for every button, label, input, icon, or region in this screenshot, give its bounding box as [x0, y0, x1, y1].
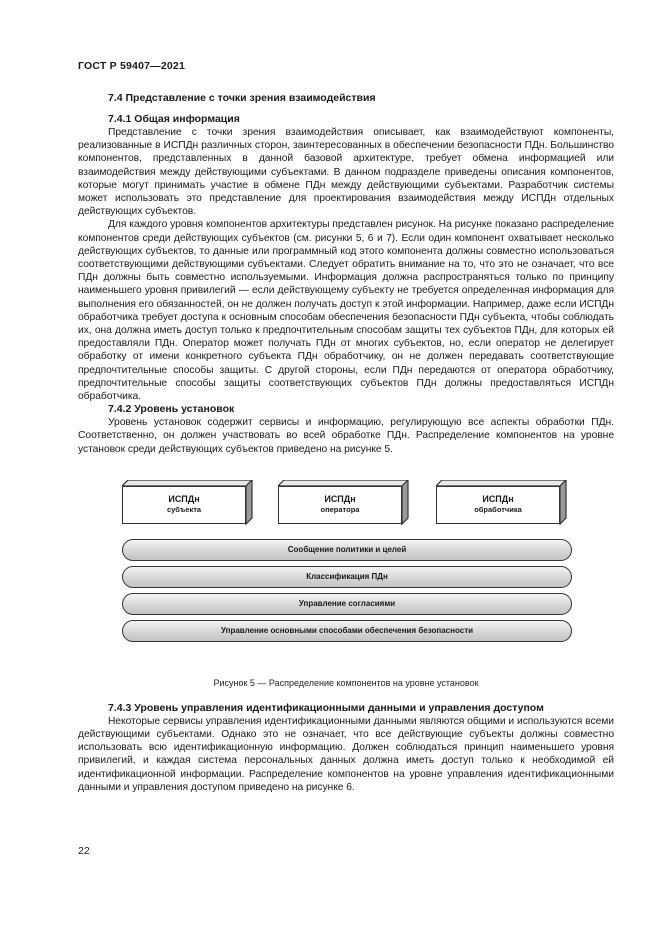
page-content — [78, 92, 614, 794]
block-body — [436, 486, 560, 524]
subsection-title-7-4-3: 7.4.3 Уровень управления идентификационными данными и управления доступом — [108, 701, 544, 714]
block-title: ИСПДн — [168, 494, 200, 505]
section-title: 7.4 Представление с точки зрения взаимодействия — [108, 92, 376, 104]
block-operator — [278, 480, 414, 526]
block-subject — [122, 480, 258, 526]
bar-policy-communication: Сообщение политики и целей — [122, 539, 572, 561]
bar-security-management: Управление основными способами обеспечения безопасности — [122, 620, 572, 642]
subsection-title-7-4-2: 7.4.2 Уровень установок — [108, 403, 235, 416]
block-subtitle: оператора — [320, 505, 360, 515]
block-title: ИСПДн — [482, 494, 514, 505]
document-header: ГОСТ Р 59407—2021 — [78, 60, 186, 72]
block-title: ИСПДн — [324, 494, 356, 505]
bar-pd-classification: Классификация ПДн — [122, 566, 572, 588]
block-body — [122, 486, 246, 524]
paragraph: Уровень установок содержит сервисы и информацию, регулирующую все аспекты обработки ПДн. Соответственно, он должен участвовать во всей обработке ПДн. Распределение компонентов на уровне установок среди действующих субъектов приведено на рисунке 5. — [78, 417, 614, 455]
figure-caption: Рисунок 5 — Распределение компонентов на уровне установок — [213, 677, 479, 688]
paragraph: Для каждого уровня компонентов архитектуры представлен рисунок. На рисунке показано распределение компонентов среди действующих субъектов (см. рисунки 5, 6 и 7). Если один компонент охватывает несколько действующих субъектов, то данные или программный код этого компонента должны совместно использоваться соответствующими действующими субъектами. Следует обратить внимание на то, что это не означает, что все ПДн должны быть совместно используемыми. Информация должна распространяться только по принципу наименьшего уровня привилегий — если действующему субъекту не требуется определенная информация для выполнения его обязанностей, он не должен получать доступ к этой информации. Например, даже если ИСПДн обработчика требует доступа к основным способам обеспечения безопасности ПДн субъекта, чтобы соблюдать их, она должна иметь доступ только к предпочтительным способам защиты тех субъектов ПДн, для которых ей предоставляли ПДн. Оператор может получать ПДн от многих субъектов, но, если оператор не делегирует обработку от имени конкретного субъекта ПДн обработчику, он не должен передавать соответствующие предпочтительные способы защиты. С другой стороны, если ПДн передаются от оператора обработчику, предпочтительные способы защиты соответствующих субъектов ПДн должны предоставляться ИСПДн обработчика. — [78, 219, 614, 403]
block-subtitle: субъекта — [166, 505, 202, 515]
block-processor — [436, 480, 572, 526]
page-number: 22 — [78, 845, 90, 857]
figure-5 — [78, 476, 614, 676]
bar-consent-management: Управление согласиями — [122, 593, 572, 615]
paragraph: Представление с точки зрения взаимодействия описывает, как взаимодействуют компоненты, реализованные в ИСПДн различных сторон, заинтересованных в обеспечении безопасности ПДн. Большинство компонентов, представленных в данной базовой архитектуре, требует обмена информацией или взаимодействия между действующими субъектами. В данном подразделе приведены описания компонентов, которые могут принимать участие в обмене ПДн между действующими субъектами. Разработчик системы может использовать это представление для проектирования взаимодействия между ИСПДн отдельных действующих субъектов. — [78, 127, 614, 218]
block-body — [278, 486, 402, 524]
paragraph: Некоторые сервисы управления идентификационными данными являются общими и используются всеми действующими субъектами. Однако это не означает, что все действующие субъекты должны совместно использовать всю идентификационную информацию. Должен соблюдаться принцип наименьшего уровня привилегий, и каждая система персональных данных должна иметь доступ только к необходимой ей идентификационной информации. Распределение компонентов на уровне управления идентификационными данными и управления доступом приведено на рисунке 6. — [78, 715, 614, 793]
subsection-title-7-4-1: 7.4.1 Общая информация — [108, 113, 240, 125]
block-subtitle: обработчика — [474, 505, 522, 515]
